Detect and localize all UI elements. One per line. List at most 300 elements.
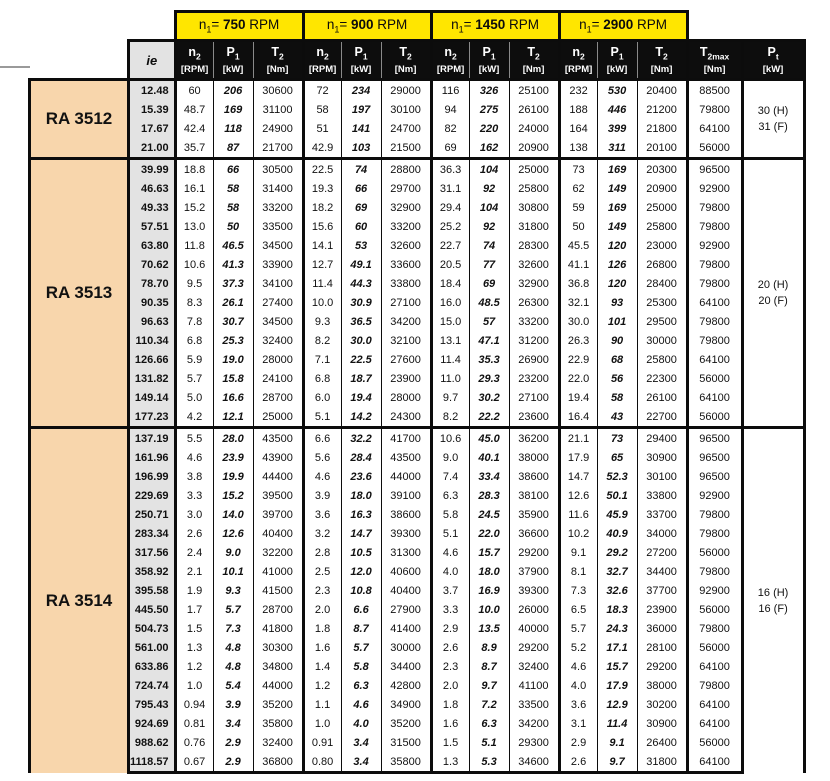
t2-cell: 29200 xyxy=(509,638,559,657)
col-header-n2: $n_2$ [RPM] xyxy=(559,41,597,80)
model-cell: RA 3512 xyxy=(30,80,129,159)
n2-cell: 21.1 xyxy=(559,428,597,449)
t2max-cell: 92900 xyxy=(687,486,742,505)
ie-cell: 395.58 xyxy=(129,581,176,600)
t2-cell: 36000 xyxy=(637,619,687,638)
p1-cell: 149 xyxy=(597,179,637,198)
p1-cell: 6.3 xyxy=(469,714,509,733)
table-body xyxy=(30,80,805,773)
table-row xyxy=(30,600,805,619)
p1-cell: 311 xyxy=(597,138,637,159)
t2-cell: 41700 xyxy=(381,428,431,449)
n2-cell: 20.5 xyxy=(431,255,469,274)
n2-cell: 5.8 xyxy=(431,505,469,524)
t2-cell: 27100 xyxy=(381,293,431,312)
p1-cell: 47.1 xyxy=(469,331,509,350)
table-row xyxy=(30,198,805,217)
model-cell: RA 3514 xyxy=(30,428,129,773)
n2-cell: 6.3 xyxy=(431,486,469,505)
n2-cell: 12.7 xyxy=(303,255,341,274)
n2-cell: 5.1 xyxy=(431,524,469,543)
p1-cell: 118 xyxy=(213,119,253,138)
n2-cell: 3.3 xyxy=(431,600,469,619)
t2-cell: 25800 xyxy=(637,350,687,369)
t2max-cell: 64100 xyxy=(687,657,742,676)
p1-cell: 4.0 xyxy=(341,714,381,733)
n2-cell: 45.5 xyxy=(559,236,597,255)
t2-cell: 32100 xyxy=(381,331,431,350)
p1-cell: 41.3 xyxy=(213,255,253,274)
t2max-cell: 79800 xyxy=(687,274,742,293)
p1-cell: 3.4 xyxy=(341,733,381,752)
t2-cell: 44000 xyxy=(253,676,303,695)
t2-cell: 31400 xyxy=(253,179,303,198)
t2max-cell: 64100 xyxy=(687,752,742,773)
p1-cell: 16.9 xyxy=(469,581,509,600)
p1-cell: 68 xyxy=(597,350,637,369)
t2-cell: 30900 xyxy=(637,448,687,467)
n2-cell: 11.8 xyxy=(175,236,213,255)
n2-cell: 9.3 xyxy=(303,312,341,331)
t2-cell: 26400 xyxy=(637,733,687,752)
col-header-t2: $T_2$ [Nm] xyxy=(637,41,687,80)
t2max-cell: 56000 xyxy=(687,407,742,428)
n2-cell: 2.3 xyxy=(431,657,469,676)
n2-cell: 1.2 xyxy=(303,676,341,695)
p1-cell: 60 xyxy=(341,217,381,236)
n2-cell: 69 xyxy=(431,138,469,159)
t2-cell: 30300 xyxy=(253,638,303,657)
ie-column-header: ie xyxy=(129,41,176,80)
p1-cell: 2.9 xyxy=(213,733,253,752)
ie-cell: 196.99 xyxy=(129,467,176,486)
speed-header-750rpm: $n_1= 750$ RPM xyxy=(175,12,303,41)
p1-cell: 30.0 xyxy=(341,331,381,350)
n2-cell: 19.4 xyxy=(559,388,597,407)
n2-cell: 3.8 xyxy=(175,467,213,486)
t2max-cell: 79800 xyxy=(687,255,742,274)
t2-cell: 44000 xyxy=(381,467,431,486)
ie-cell: 78.70 xyxy=(129,274,176,293)
p1-cell: 17.9 xyxy=(597,676,637,695)
p1-cell: 30.2 xyxy=(469,388,509,407)
n2-cell: 6.8 xyxy=(175,331,213,350)
t2-cell: 21700 xyxy=(253,138,303,159)
table-header xyxy=(30,12,805,80)
ie-cell: 924.69 xyxy=(129,714,176,733)
n2-cell: 18.2 xyxy=(303,198,341,217)
t2-cell: 28000 xyxy=(253,350,303,369)
t2-cell: 24100 xyxy=(253,369,303,388)
p1-cell: 197 xyxy=(341,100,381,119)
t2-cell: 20400 xyxy=(637,80,687,101)
p1-cell: 234 xyxy=(341,80,381,101)
t2-cell: 38000 xyxy=(509,448,559,467)
n2-cell: 2.1 xyxy=(175,562,213,581)
n2-cell: 2.4 xyxy=(175,543,213,562)
p1-cell: 220 xyxy=(469,119,509,138)
n2-cell: 3.1 xyxy=(559,714,597,733)
p1-cell: 33.4 xyxy=(469,467,509,486)
n2-cell: 3.6 xyxy=(559,695,597,714)
p1-cell: 13.5 xyxy=(469,619,509,638)
t2-cell: 33600 xyxy=(381,255,431,274)
p1-cell: 8.7 xyxy=(341,619,381,638)
col-header-p1: $P_1$ [kW] xyxy=(341,41,381,80)
p1-cell: 15.2 xyxy=(213,486,253,505)
p1-cell: 446 xyxy=(597,100,637,119)
p1-cell: 73 xyxy=(597,428,637,449)
n2-cell: 5.9 xyxy=(175,350,213,369)
t2-cell: 35200 xyxy=(381,714,431,733)
t2-cell: 33900 xyxy=(253,255,303,274)
t2-cell: 22700 xyxy=(637,407,687,428)
n2-cell: 59 xyxy=(559,198,597,217)
t2max-cell: 64100 xyxy=(687,388,742,407)
p1-cell: 58 xyxy=(597,388,637,407)
p1-cell: 69 xyxy=(469,274,509,293)
n2-cell: 1.8 xyxy=(303,619,341,638)
t2max-cell: 56000 xyxy=(687,600,742,619)
p1-cell: 10.8 xyxy=(341,581,381,600)
t2-cell: 30000 xyxy=(381,638,431,657)
n2-cell: 3.3 xyxy=(175,486,213,505)
p1-cell: 30.9 xyxy=(341,293,381,312)
n2-cell: 15.6 xyxy=(303,217,341,236)
n2-cell: 62 xyxy=(559,179,597,198)
t2-cell: 30900 xyxy=(637,714,687,733)
t2max-cell: 79800 xyxy=(687,198,742,217)
ie-cell: 39.99 xyxy=(129,159,176,180)
n2-cell: 116 xyxy=(431,80,469,101)
n2-cell: 10.0 xyxy=(303,293,341,312)
p1-cell: 9.7 xyxy=(469,676,509,695)
n2-cell: 14.7 xyxy=(559,467,597,486)
t2max-cell: 56000 xyxy=(687,638,742,657)
n2-cell: 32.1 xyxy=(559,293,597,312)
t2-cell: 39700 xyxy=(253,505,303,524)
t2-cell: 25300 xyxy=(637,293,687,312)
p1-cell: 92 xyxy=(469,179,509,198)
t2max-cell: 96500 xyxy=(687,159,742,180)
p1-cell: 37.3 xyxy=(213,274,253,293)
table-row xyxy=(30,312,805,331)
t2-cell: 24700 xyxy=(381,119,431,138)
t2-cell: 25000 xyxy=(253,407,303,428)
p1-cell: 26.1 xyxy=(213,293,253,312)
t2-cell: 20900 xyxy=(637,179,687,198)
n2-cell: 6.5 xyxy=(559,600,597,619)
n2-cell: 30.0 xyxy=(559,312,597,331)
n2-cell: 14.1 xyxy=(303,236,341,255)
n2-cell: 9.7 xyxy=(431,388,469,407)
t2-cell: 31100 xyxy=(253,100,303,119)
n2-cell: 1.7 xyxy=(175,600,213,619)
t2-cell: 43900 xyxy=(253,448,303,467)
t2-cell: 24000 xyxy=(509,119,559,138)
p1-cell: 40.9 xyxy=(597,524,637,543)
n2-cell: 4.0 xyxy=(559,676,597,695)
t2-cell: 33700 xyxy=(637,505,687,524)
t2-cell: 40600 xyxy=(381,562,431,581)
p1-cell: 45.0 xyxy=(469,428,509,449)
t2-cell: 27400 xyxy=(253,293,303,312)
ie-cell: 561.00 xyxy=(129,638,176,657)
t2-cell: 32200 xyxy=(253,543,303,562)
t2max-cell: 88500 xyxy=(687,80,742,101)
t2max-cell: 56000 xyxy=(687,369,742,388)
t2-cell: 39300 xyxy=(509,581,559,600)
t2-cell: 32900 xyxy=(381,198,431,217)
p1-cell: 5.4 xyxy=(213,676,253,695)
table-row xyxy=(30,407,805,428)
p1-cell: 162 xyxy=(469,138,509,159)
table-row xyxy=(30,80,805,101)
ie-cell: 161.96 xyxy=(129,448,176,467)
n2-cell: 0.94 xyxy=(175,695,213,714)
t2-cell: 29200 xyxy=(509,543,559,562)
t2-cell: 25800 xyxy=(637,217,687,236)
n2-cell: 19.3 xyxy=(303,179,341,198)
t2-cell: 31200 xyxy=(509,331,559,350)
t2-cell: 27600 xyxy=(381,350,431,369)
n2-cell: 94 xyxy=(431,100,469,119)
ie-cell: 795.43 xyxy=(129,695,176,714)
ie-cell: 229.69 xyxy=(129,486,176,505)
n2-cell: 3.6 xyxy=(303,505,341,524)
p1-cell: 8.7 xyxy=(469,657,509,676)
table-row xyxy=(30,388,805,407)
p1-cell: 87 xyxy=(213,138,253,159)
p1-cell: 32.7 xyxy=(597,562,637,581)
table-row xyxy=(30,179,805,198)
n2-cell: 1.4 xyxy=(303,657,341,676)
n2-cell: 10.6 xyxy=(431,428,469,449)
t2-cell: 38600 xyxy=(381,505,431,524)
p1-cell: 92 xyxy=(469,217,509,236)
p1-cell: 141 xyxy=(341,119,381,138)
n2-cell: 9.5 xyxy=(175,274,213,293)
t2-cell: 36600 xyxy=(509,524,559,543)
n2-cell: 1.2 xyxy=(175,657,213,676)
n2-cell: 1.0 xyxy=(303,714,341,733)
n2-cell: 2.9 xyxy=(559,733,597,752)
t2-cell: 29400 xyxy=(637,428,687,449)
p1-cell: 9.0 xyxy=(213,543,253,562)
n2-cell: 2.9 xyxy=(431,619,469,638)
p1-cell: 19.4 xyxy=(341,388,381,407)
p1-cell: 53 xyxy=(341,236,381,255)
t2-cell: 43500 xyxy=(381,448,431,467)
t2-cell: 28700 xyxy=(253,600,303,619)
n2-cell: 1.3 xyxy=(175,638,213,657)
t2-cell: 41000 xyxy=(253,562,303,581)
ie-cell: 49.33 xyxy=(129,198,176,217)
table-row xyxy=(30,119,805,138)
ie-cell: 988.62 xyxy=(129,733,176,752)
p1-cell: 4.6 xyxy=(341,695,381,714)
table-row xyxy=(30,448,805,467)
p1-cell: 326 xyxy=(469,80,509,101)
n2-cell: 25.2 xyxy=(431,217,469,236)
p1-cell: 28.3 xyxy=(469,486,509,505)
p1-cell: 65 xyxy=(597,448,637,467)
p1-cell: 10.5 xyxy=(341,543,381,562)
t2max-cell: 92900 xyxy=(687,236,742,255)
t2-cell: 21500 xyxy=(381,138,431,159)
table-row xyxy=(30,733,805,752)
t2-cell: 36800 xyxy=(253,752,303,773)
p1-cell: 12.6 xyxy=(213,524,253,543)
table-row xyxy=(30,524,805,543)
ie-cell: 358.92 xyxy=(129,562,176,581)
table-row xyxy=(30,159,805,180)
speed-header-2900rpm: $n_1= 2900$ RPM xyxy=(559,12,687,41)
t2max-cell: 79800 xyxy=(687,217,742,236)
p1-cell: 32.2 xyxy=(341,428,381,449)
t2-cell: 32400 xyxy=(253,733,303,752)
t2-cell: 32600 xyxy=(509,255,559,274)
t2-cell: 33200 xyxy=(253,198,303,217)
t2-cell: 39500 xyxy=(253,486,303,505)
p1-cell: 5.3 xyxy=(469,752,509,773)
p1-cell: 29.2 xyxy=(597,543,637,562)
p1-cell: 15.7 xyxy=(469,543,509,562)
p1-cell: 40.1 xyxy=(469,448,509,467)
t2-cell: 31800 xyxy=(637,752,687,773)
n2-cell: 7.3 xyxy=(559,581,597,600)
n2-cell: 5.7 xyxy=(559,619,597,638)
p1-cell: 93 xyxy=(597,293,637,312)
n2-cell: 7.4 xyxy=(431,467,469,486)
p1-cell: 52.3 xyxy=(597,467,637,486)
p1-cell: 5.8 xyxy=(341,657,381,676)
p1-cell: 7.2 xyxy=(469,695,509,714)
t2-cell: 25000 xyxy=(637,198,687,217)
ie-cell: 12.48 xyxy=(129,80,176,101)
ie-cell: 283.34 xyxy=(129,524,176,543)
ie-cell: 504.73 xyxy=(129,619,176,638)
n2-cell: 9.1 xyxy=(559,543,597,562)
t2-cell: 26100 xyxy=(509,100,559,119)
model-header-void xyxy=(30,41,129,80)
t2-cell: 25000 xyxy=(509,159,559,180)
t2-cell: 29700 xyxy=(381,179,431,198)
table-row xyxy=(30,331,805,350)
n2-cell: 11.4 xyxy=(431,350,469,369)
t2-cell: 29200 xyxy=(637,657,687,676)
ie-cell: 110.34 xyxy=(129,331,176,350)
t2-cell: 26900 xyxy=(509,350,559,369)
table-row xyxy=(30,255,805,274)
n2-cell: 6.0 xyxy=(303,388,341,407)
ie-cell: 57.51 xyxy=(129,217,176,236)
p1-cell: 5.7 xyxy=(213,600,253,619)
p1-cell: 30.7 xyxy=(213,312,253,331)
n2-cell: 13.1 xyxy=(431,331,469,350)
pt-cell: 30 (H) 31 (F) xyxy=(742,80,804,159)
t2-cell: 41500 xyxy=(253,581,303,600)
n2-cell: 188 xyxy=(559,100,597,119)
n2-cell: 60 xyxy=(175,80,213,101)
t2-cell: 26000 xyxy=(509,600,559,619)
n2-cell: 2.0 xyxy=(303,600,341,619)
p1-cell: 18.0 xyxy=(341,486,381,505)
p1-cell: 6.6 xyxy=(341,600,381,619)
table-row xyxy=(30,217,805,236)
p1-cell: 206 xyxy=(213,80,253,101)
t2-cell: 37700 xyxy=(637,581,687,600)
t2-cell: 23000 xyxy=(637,236,687,255)
n2-cell: 41.1 xyxy=(559,255,597,274)
n2-cell: 3.0 xyxy=(175,505,213,524)
t2-cell: 38000 xyxy=(637,676,687,695)
p1-cell: 169 xyxy=(213,100,253,119)
col-header-p1: $P_1$ [kW] xyxy=(469,41,509,80)
p1-cell: 77 xyxy=(469,255,509,274)
n2-cell: 22.5 xyxy=(303,159,341,180)
p1-cell: 10.0 xyxy=(469,600,509,619)
t2-cell: 21200 xyxy=(637,100,687,119)
speed-header-900rpm: $n_1= 900$ RPM xyxy=(303,12,431,41)
t2-cell: 41800 xyxy=(253,619,303,638)
t2-cell: 24300 xyxy=(381,407,431,428)
n2-cell: 16.4 xyxy=(559,407,597,428)
corner-void xyxy=(687,12,804,41)
p1-cell: 2.9 xyxy=(213,752,253,773)
p1-cell: 46.5 xyxy=(213,236,253,255)
ie-cell: 445.50 xyxy=(129,600,176,619)
table-row xyxy=(30,486,805,505)
n2-cell: 4.6 xyxy=(559,657,597,676)
t2-cell: 23900 xyxy=(381,369,431,388)
t2max-cell: 92900 xyxy=(687,179,742,198)
col-header-pt: $P_t$ [kW] xyxy=(742,41,804,80)
n2-cell: 2.3 xyxy=(303,581,341,600)
col-header-n2: $n_2$ [RPM] xyxy=(303,41,341,80)
n2-cell: 11.0 xyxy=(431,369,469,388)
p1-cell: 169 xyxy=(597,198,637,217)
n2-cell: 31.1 xyxy=(431,179,469,198)
n2-cell: 42.4 xyxy=(175,119,213,138)
p1-cell: 14.0 xyxy=(213,505,253,524)
p1-cell: 101 xyxy=(597,312,637,331)
n2-cell: 2.8 xyxy=(303,543,341,562)
n2-cell: 9.0 xyxy=(431,448,469,467)
p1-cell: 3.9 xyxy=(213,695,253,714)
p1-cell: 12.1 xyxy=(213,407,253,428)
p1-cell: 17.1 xyxy=(597,638,637,657)
t2-cell: 28000 xyxy=(381,388,431,407)
t2max-cell: 79800 xyxy=(687,562,742,581)
t2max-cell: 56000 xyxy=(687,138,742,159)
t2-cell: 38600 xyxy=(509,467,559,486)
t2-cell: 35200 xyxy=(253,695,303,714)
ie-cell: 724.74 xyxy=(129,676,176,695)
t2-cell: 33800 xyxy=(637,486,687,505)
table-row xyxy=(30,752,805,773)
table-row xyxy=(30,350,805,369)
t2-cell: 34000 xyxy=(637,524,687,543)
p1-cell: 120 xyxy=(597,274,637,293)
t2max-cell: 79800 xyxy=(687,505,742,524)
n2-cell: 1.9 xyxy=(175,581,213,600)
t2-cell: 34800 xyxy=(253,657,303,676)
n2-cell: 8.3 xyxy=(175,293,213,312)
t2-cell: 27200 xyxy=(637,543,687,562)
t2-cell: 29000 xyxy=(381,80,431,101)
n2-cell: 16.1 xyxy=(175,179,213,198)
